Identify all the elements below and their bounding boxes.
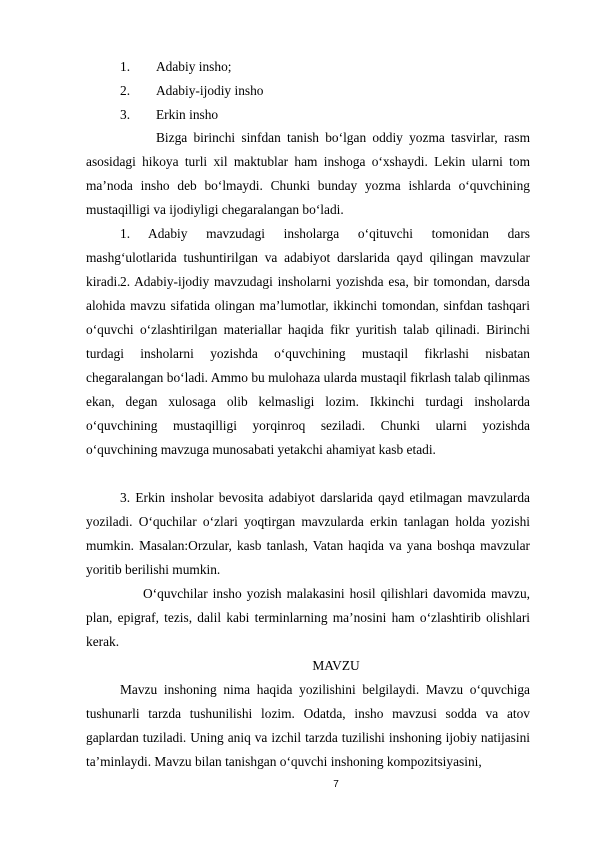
paragraph-mavzu: Mavzu inshoning nima haqida yozilishini belgilaydi. Mavzu o‘quvchiga tushunarli tarzda tushunilishi lozim. Odatda, insho mavzusi sodda va atov gaplardan tuziladi. Uning aniq va izchil tarzda tuzilishi inshoning ijobiy natijasini ta’minlaydi. Mavzu bilan tanishgan o‘quvchi inshoning kompozitsiyasini, (86, 682, 530, 769)
paragraph-terminlar: O‘quvchilar insho yozish malakasini hosil qilishlari davomida mavzu, plan, epigraf, tezis, dalil kabi terminlarning ma’nosini ham o‘zlashtirib olishlari kerak. (86, 586, 530, 649)
list-text: Adabiy insho; (156, 59, 232, 74)
paragraph-adabiy: 1. Adabiy mavzudagi insholarga o‘qituvchi tomonidan dars mashg‘ulotlarida tushuntirilgan va adabiyot darslarida qayd qilingan mavzular kiradi. (86, 226, 530, 289)
list-number: 3. (120, 107, 131, 122)
paragraph-erkin: 3. Erkin insholar bevosita adabiyot darslarida qayd etilmagan mavzularda yoziladi. O‘quchilar o‘zlari yoqtirgan mavzularda erkin tanlagan holda yozishi mumkin. Masalan:Orzular, kasb tanlash, Vatan haqida va yana boshqa mavzular yoritib berilishi mumkin. (86, 490, 530, 577)
list-number: 2. (120, 83, 131, 98)
section-heading: MAVZU (312, 658, 360, 673)
list-number: 1. (120, 59, 131, 74)
page-number: 7 (333, 779, 339, 790)
list-text: Adabiy-ijodiy insho (156, 83, 264, 98)
list-text: Erkin insho (156, 107, 219, 122)
paragraph-adabiy-ijodiy: 2. Adabiy-ijodiy mavzudagi insholarni yozishda esa, bir tomondan, darsda alohida mavzu sifatida olingan ma’lumotlar, ikkinchi tomondan, sinfdan tashqari o‘quvchi o‘zlashtirilgan materiallar haqida fikr yuritish talab qilinadi. Birinchi turdagi insholarni yozishda o‘quvchining mustaqil fikrlashi nisbatan chegaralangan bo‘ladi. Ammo bu mulohaza ularda mustaqil fikrlash talab qilinmas ekan, degan xulosaga olib kelmasligi lozim. Ikkinchi turdagi insholarda o‘quvchining mustaqilligi yorqinroq seziladi. Chunki ularni yozishda o‘quvchining mavzuga munosabati yetakchi ahamiyat kasb etadi. (86, 274, 530, 457)
paragraph-intro: Bizga birinchi sinfdan tanish bo‘lgan oddiy yozma tasvirlar, rasm asosidagi hikoya turli xil maktublar ham inshoga o‘xshaydi. Lekin ularni tom ma’noda insho deb bo‘lmaydi. Chunki bunday yozma ishlarda o‘quvchining mustaqilligi va ijodiyligi chegaralangan bo‘ladi. (86, 130, 530, 217)
